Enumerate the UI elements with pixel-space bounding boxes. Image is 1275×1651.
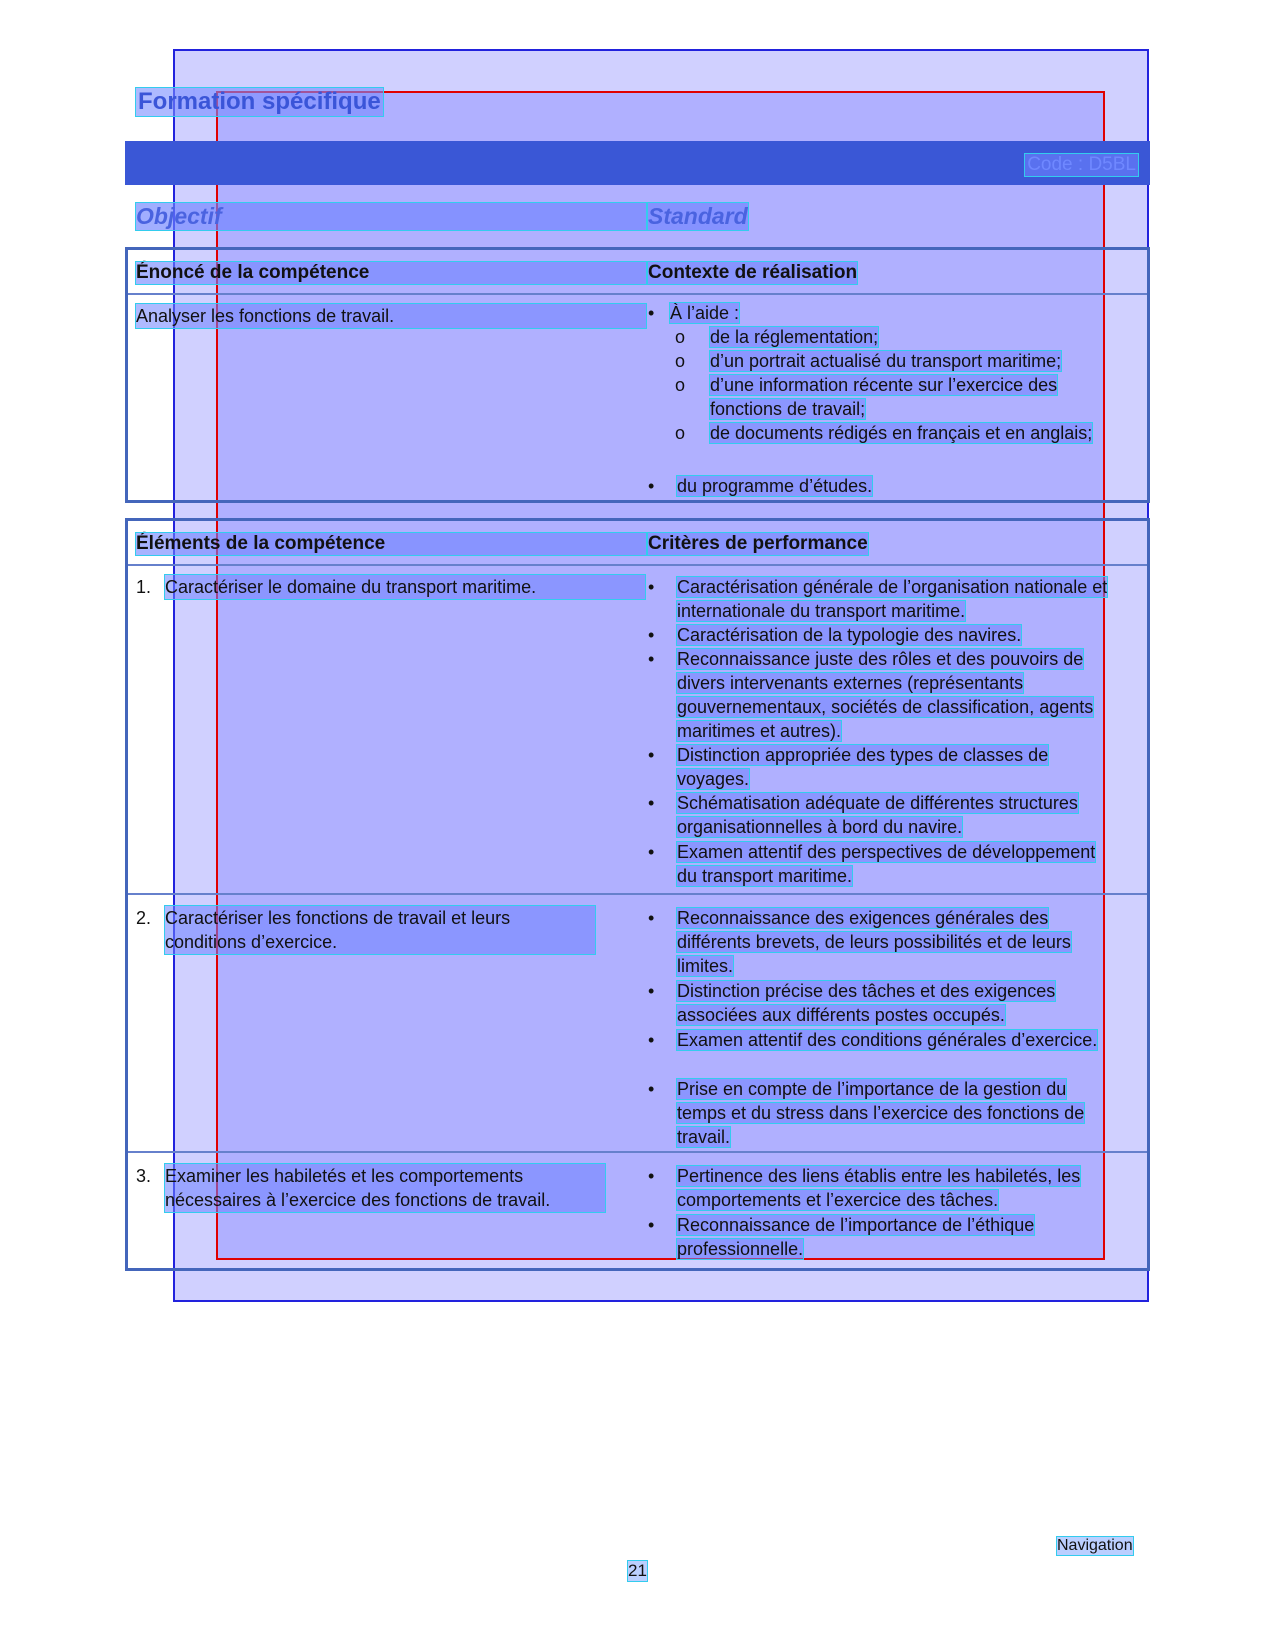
context-sub-item: o d’un portrait actualisé du transport maritime; bbox=[675, 351, 1062, 371]
element-text: Caractériser le domaine du transport maritime. bbox=[165, 575, 645, 599]
competence-statement: Analyser les fonctions de travail. bbox=[136, 304, 646, 328]
bullet-icon: • bbox=[648, 793, 655, 813]
page-number: 21 bbox=[628, 1561, 647, 1580]
competence-table bbox=[125, 247, 1150, 503]
objective-heading: Objectif bbox=[136, 203, 646, 230]
element-number: 2. bbox=[136, 908, 152, 928]
bullet-icon: • bbox=[648, 981, 655, 1001]
criterion-item: • Reconnaissance juste des rôles et des pouvoirs de divers intervenants externes (représentants gouvernementaux, sociétés de classification, agents maritimes et autres). bbox=[648, 649, 1094, 741]
context-sub-item: o d’une information récente sur l’exercice des fonctions de travail; bbox=[675, 375, 1058, 419]
criterion-item: • Distinction appropriée des types de classes de voyages. bbox=[648, 745, 1049, 789]
bullet-icon: • bbox=[648, 303, 655, 323]
context-sub-item: o de la réglementation; bbox=[675, 327, 879, 347]
bullet-icon: • bbox=[648, 476, 655, 496]
criterion-item: • Caractérisation de la typologie des navires. bbox=[648, 625, 1022, 645]
criterion-item: • Reconnaissance des exigences générales des différents brevets, de leurs possibilités et de leurs limites. bbox=[648, 908, 1071, 976]
bullet-icon: • bbox=[648, 1215, 655, 1235]
element-number: 1. bbox=[136, 577, 152, 597]
criterion-item: • Examen attentif des perspectives de développement du transport maritime. bbox=[648, 842, 1096, 886]
element-row bbox=[136, 1164, 646, 1210]
sub-bullet-icon: o bbox=[675, 375, 686, 395]
row-divider bbox=[128, 893, 1147, 895]
elements-table bbox=[125, 518, 1150, 1271]
element-text: Caractériser les fonctions de travail et leurs conditions d’exercice. bbox=[165, 906, 595, 954]
element-text: Examiner les habiletés et les comportements nécessaires à l’exercice des fonctions de travail. bbox=[165, 1164, 605, 1212]
row-divider bbox=[128, 1151, 1147, 1153]
sub-bullet-icon: o bbox=[675, 351, 686, 371]
bullet-icon: • bbox=[648, 842, 655, 862]
navigation-link[interactable]: Navigation bbox=[1057, 1537, 1133, 1554]
code-bar bbox=[125, 141, 1150, 185]
bullet-icon: • bbox=[648, 625, 655, 645]
context-sub-item: o de documents rédigés en français et en anglais; bbox=[675, 423, 1093, 443]
criterion-item: • Examen attentif des conditions générales d’exercice. bbox=[648, 1030, 1098, 1050]
page-title: Formation spécifique bbox=[138, 88, 381, 115]
competence-statement-header: Énoncé de la compétence bbox=[136, 262, 646, 284]
bullet-icon: • bbox=[648, 1079, 655, 1099]
elements-table-header bbox=[128, 521, 1147, 566]
competence-table-header bbox=[128, 250, 1147, 295]
sub-bullet-icon: o bbox=[675, 423, 686, 443]
criterion-item: • Pertinence des liens établis entre les habiletés, les comportements et l’exercice des tâches. bbox=[648, 1166, 1081, 1210]
criterion-item: • Caractérisation générale de l’organisation nationale et internationale du transport maritime. bbox=[648, 577, 1108, 621]
elements-header: Éléments de la compétence bbox=[136, 533, 646, 555]
criterion-item: • Reconnaissance de l’importance de l’éthique professionnelle. bbox=[648, 1215, 1035, 1259]
bullet-icon: • bbox=[648, 1030, 655, 1050]
context-intro bbox=[648, 301, 1118, 325]
bullet-icon: • bbox=[648, 649, 655, 669]
criterion-item: • Prise en compte de l’importance de la gestion du temps et du stress dans l’exercice des fonctions de travail. bbox=[648, 1079, 1085, 1147]
criteria-header: Critères de performance bbox=[648, 533, 868, 554]
bullet-icon: • bbox=[648, 1166, 655, 1186]
context-intro-text: À l’aide : bbox=[670, 303, 740, 323]
element-row bbox=[136, 575, 646, 599]
sub-bullet-icon: o bbox=[675, 327, 686, 347]
element-number: 3. bbox=[136, 1166, 152, 1186]
course-code: Code : D5BL bbox=[1027, 154, 1136, 175]
criterion-item: • Schématisation adéquate de différentes structures organisationnelles à bord du navire. bbox=[648, 793, 1078, 837]
criterion-item: • Distinction précise des tâches et des exigences associées aux différents postes occupés. bbox=[648, 981, 1056, 1025]
context-last: • du programme d’études. bbox=[648, 476, 873, 496]
bullet-icon: • bbox=[648, 908, 655, 928]
context-header: Contexte de réalisation bbox=[648, 262, 858, 283]
bullet-icon: • bbox=[648, 745, 655, 765]
standard-heading: Standard bbox=[648, 203, 748, 229]
bullet-icon: • bbox=[648, 577, 655, 597]
element-row bbox=[136, 906, 646, 952]
